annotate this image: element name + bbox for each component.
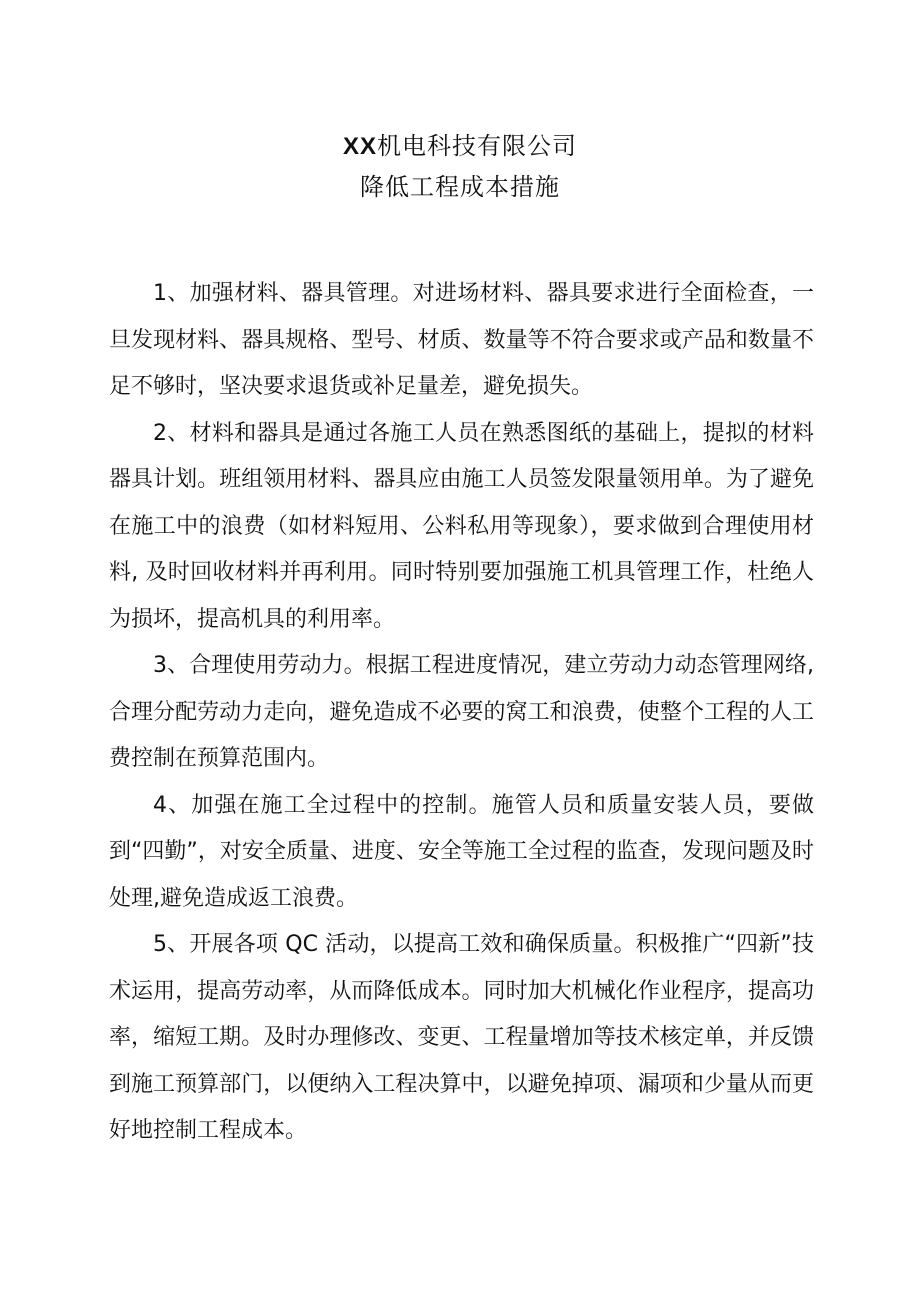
paragraph-5: 5、开展各项 QC 活动，以提高工效和确保质量。积极推广“四新”技术运用，提高劳动率，从而降低成本。同时加大机械化作业程序，提高功率，缩短工期。及时办理修改、变更、工程量增加等技术核定单，并反馈到施工预算部门，以便纳入工程决算中，以避免掉项、漏项和少量从而更好地控制工程成本。 xyxy=(109,932,814,1143)
paragraph-3: 3、合理使用劳动力。根据工程进度情况，建立劳动力动态管理网络, 合理分配劳动力走向，避免造成不必要的窝工和浪费，使整个工程的人工费控制在预算范围内。 xyxy=(109,653,814,771)
company-title xyxy=(0,126,920,167)
paragraph-4: 4、加强在施工全过程中的控制。施管人员和质量安装人员，要做到“四勤”，对安全质量、进度、安全等施工全过程的监查，发现问题及时处理,避免造成返工浪费。 xyxy=(109,792,814,911)
body-text xyxy=(109,271,814,1155)
paragraph-2: 2、材料和器具是通过各施工人员在熟悉图纸的基础上，提拟的材料器具计划。班组领用材料、器具应由施工人员签发限量领用单。为了避免在施工中的浪费（如材料短用、公料私用等现象），要求做到合理使用材料, 及时回收材料并再利用。同时特别要加强施工机具管理工作，杜绝人为损坏，提高机具的利用率。 xyxy=(109,420,814,632)
company-title-name: 机电科技有限公司 xyxy=(377,132,577,160)
document-subtitle: 降低工程成本措施 xyxy=(360,173,560,201)
paragraph-1: 1、加强材料、器具管理。对进场材料、器具要求进行全面检查，一旦发现材料、器具规格、型号、材质、数量等不符合要求或产品和数量不足不够时，坚决要求退货或补足量差，避免损失。 xyxy=(109,281,814,399)
company-title-prefix: XX xyxy=(342,133,377,160)
title-block xyxy=(0,126,920,207)
